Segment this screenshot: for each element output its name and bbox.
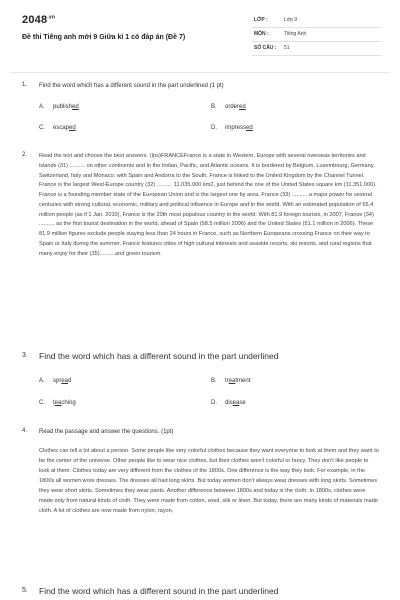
option-a[interactable]	[39, 104, 79, 110]
option-b[interactable]	[211, 104, 246, 110]
option-d[interactable]	[211, 400, 246, 406]
question-text: Find the word which has a different sound in the part underlined (1 pt)	[39, 83, 224, 89]
question-4	[22, 428, 378, 570]
question-2	[22, 152, 378, 338]
option-a[interactable]	[39, 378, 71, 384]
option-word-start: tr	[225, 378, 229, 384]
option-word-end: tment	[235, 378, 251, 384]
option-word-start: spr	[53, 378, 62, 384]
option-underlined-part: ea	[228, 378, 236, 384]
question-5	[22, 587, 378, 600]
option-word-end: ching	[61, 400, 76, 406]
question-number: 4.	[22, 428, 28, 434]
site-logo[interactable]	[22, 14, 55, 26]
option-letter: B.	[211, 104, 217, 110]
meta-subject-row	[252, 28, 382, 42]
question-number: 3.	[22, 352, 28, 359]
option-word-end: d	[68, 378, 72, 384]
reading-passage	[39, 446, 379, 516]
option-word-start: escap	[53, 125, 70, 131]
page-header	[0, 0, 400, 66]
option-letter: C.	[39, 400, 45, 406]
option-underlined-part: ed	[69, 125, 76, 131]
question-text: Read the text and choose the best answers. (Ips)FRANCEFrance is a state in Western, Europe with several overseas territories and islands (31) .......... on other continents and in the Indian, Pacific, and Atlantic oceans. It is bordered by Belgium, Luxembourg, Germany, Switzerland, Italy and Monaco; with Spain and Andorra to the South. France is linked to the United Kingdom by the Channel Tunnel. France is the largest West-Europe country (32) .......... 11.035.000 km2, just behind the one of the United States square km (11.351.000). France is a founding member state of the European Union and is the largest one by area. France (33) .......... a major power for several centuries with strong cultural, economic, military and political influence in Europe and in the world. With an estimated population of 65.4 million people (as if 1 Jan. 2010), France is the 20th most populous country in the world. With 81.9 foreign tourists, in 2007, France (34) .......... as the first tourist destination in the world, ahead of Spain (58.5 million 2006) and the United States (51.1 million in 2006). These 81.9 million figures exclude people staying less than 24 hours in France, such as Northern Europeans crossing France on their way to Spain or Italy during the summer. France features cities of high cultural interests and seaside resorts, ski resorts, and rural regions that many enjoy for their (35)..........and green tourism.	[39, 153, 377, 257]
option-letter: D.	[211, 400, 217, 406]
passage-text: Clothes can tell a lot about a person. Some people like very colorful clothes because they want everyone to look at them and they want to be the center of the universe. Other people like to wear nice clothes, but their clothes aren't colorful or fancy. They don't like people to look at them. Clothes today are very different from the clothes of the 1800s. One difference is the way they look. For example, in the 1800s all women wore dresses. The dresses all had long skirts. But today women don't always wear dresses with long skirts. Sometimes they wear short skirts. Sometimes they wear pants. Another difference between 1800s and today is the cloth. In 1800s, clothes were made only from natural kinds of cloth. They were made from cotton, wool, silk or linen. But today, there are many kinds of materials made cloth. A lot of clothes are now made from nylon, rayon,	[39, 448, 379, 514]
option-b[interactable]	[211, 378, 250, 384]
option-underlined-part: ea	[61, 378, 69, 384]
question-number: 2.	[22, 152, 28, 158]
meta-value: 51	[284, 45, 290, 51]
question-number: 5.	[22, 587, 28, 594]
logo-text: 2048	[22, 14, 48, 26]
option-word-start: impress	[225, 125, 247, 131]
option-underlined-part: ed	[72, 104, 79, 110]
option-word-start: order	[225, 104, 240, 110]
question-number: 1.	[22, 82, 28, 88]
option-word-start: publish	[53, 104, 73, 110]
exam-title: Đề thi Tiếng anh mới 9 Giữa kì 1 có đáp án (Đề 7)	[22, 34, 186, 41]
option-letter: B.	[211, 378, 217, 384]
header-divider	[10, 72, 390, 73]
question-text: Find the word which has a different sound in the part underlined	[39, 351, 279, 361]
meta-label: SỐ CÂU :	[254, 45, 277, 51]
option-underlined-part: ed	[239, 104, 246, 110]
option-c[interactable]	[39, 400, 76, 406]
meta-class-row	[252, 14, 382, 28]
option-word-start: t	[53, 400, 55, 406]
option-letter: C.	[39, 125, 45, 131]
meta-count-row	[252, 42, 382, 56]
question-passage	[39, 152, 379, 259]
question-1	[22, 82, 378, 142]
option-underlined-part: ed	[246, 125, 253, 131]
meta-value: Tiếng Anh	[284, 31, 307, 37]
meta-label: MÔN :	[254, 31, 269, 37]
question-text: Read the passage and answer the questions. (1pt)	[39, 429, 174, 435]
option-underlined-part: ea	[54, 400, 62, 406]
option-letter: A.	[39, 378, 45, 384]
option-letter: D.	[211, 125, 217, 131]
option-word-end: se	[239, 400, 246, 406]
question-3	[22, 352, 378, 412]
question-text: Find the word which has a different sound in the part underlined	[39, 586, 279, 596]
option-underlined-part: ea	[232, 400, 240, 406]
option-c[interactable]	[39, 125, 76, 131]
logo-suffix: .vn	[47, 14, 56, 21]
option-letter: A.	[39, 104, 45, 110]
meta-label: LỚP :	[254, 17, 268, 23]
option-d[interactable]	[211, 125, 253, 131]
option-word-start: dis	[225, 400, 233, 406]
meta-value: Lớp 9	[284, 17, 298, 23]
